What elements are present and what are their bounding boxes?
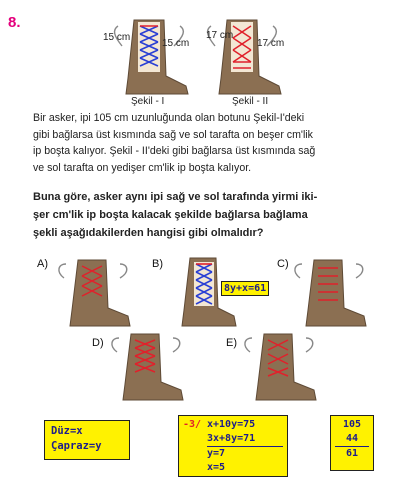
prompt-line: şekli aşağıdakilerden hangisi gibi olmalıdır? — [33, 227, 264, 239]
fig2-left-length: 17 cm — [206, 30, 234, 41]
equation-line: 3x+8y=71 — [207, 432, 283, 447]
option-a-boot[interactable] — [56, 258, 136, 328]
text-line: Bir asker, ipi 105 cm uzunluğunda olan botunu Şekil-I'deki — [33, 112, 305, 124]
multiplier-note: -3/ — [183, 419, 202, 430]
prompt-line: şer cm'lik ip boşta kalacak şekilde bağlarsa bağlama — [33, 209, 308, 221]
legend-line: Çapraz=y — [51, 440, 102, 452]
option-b-label[interactable]: B) — [152, 258, 163, 270]
question-text — [33, 110, 373, 176]
handwritten-system-box — [178, 415, 288, 477]
legend-line: Düz=x — [51, 425, 83, 437]
option-a-label[interactable]: A) — [37, 258, 48, 270]
equation-line: x+10y=75 — [207, 419, 256, 430]
equation-line: y=7 — [207, 448, 226, 459]
boot-figure-2 — [205, 16, 285, 96]
subtraction-line: 105 — [342, 419, 362, 430]
handwritten-subtraction-box — [330, 415, 374, 471]
fig1-left-length: 15 cm — [103, 32, 131, 43]
option-c-boot[interactable] — [292, 258, 372, 328]
text-line: ip boşta kalıyor. Şekil - II'deki gibi bağlarsa üst kısmında sağ — [33, 145, 316, 158]
equation-line: x=5 — [207, 462, 226, 473]
handwritten-legend-box — [44, 420, 130, 460]
handwritten-option-b-note: 8y+x=61 — [221, 281, 269, 296]
subtraction-line: 44 — [335, 432, 369, 447]
fig1-caption: Şekil - I — [131, 96, 165, 107]
prompt-line: Buna göre, asker aynı ipi sağ ve sol tarafında yirmi iki- — [33, 191, 318, 203]
option-e-boot[interactable] — [242, 332, 322, 402]
fig2-right-length: 17 cm — [257, 38, 285, 49]
option-c-label[interactable]: C) — [277, 258, 289, 270]
option-d-label[interactable]: D) — [92, 337, 104, 349]
option-e-label[interactable]: E) — [226, 337, 237, 349]
fig2-caption: Şekil - II — [232, 96, 269, 107]
boot-figure-1 — [112, 16, 192, 96]
subtraction-line: 61 — [345, 448, 359, 459]
text-line: ve sol tarafta on yedişer cm'lik ip boşta kalıyor. — [33, 161, 252, 174]
question-number: 8. — [8, 14, 21, 31]
fig1-right-length: 15 cm — [162, 38, 190, 49]
question-prompt — [33, 188, 373, 242]
option-d-boot[interactable] — [109, 332, 189, 402]
text-line: gibi bağlarsa üst kısmında sağ ve sol tarafta on beşer cm'lik — [33, 128, 313, 141]
